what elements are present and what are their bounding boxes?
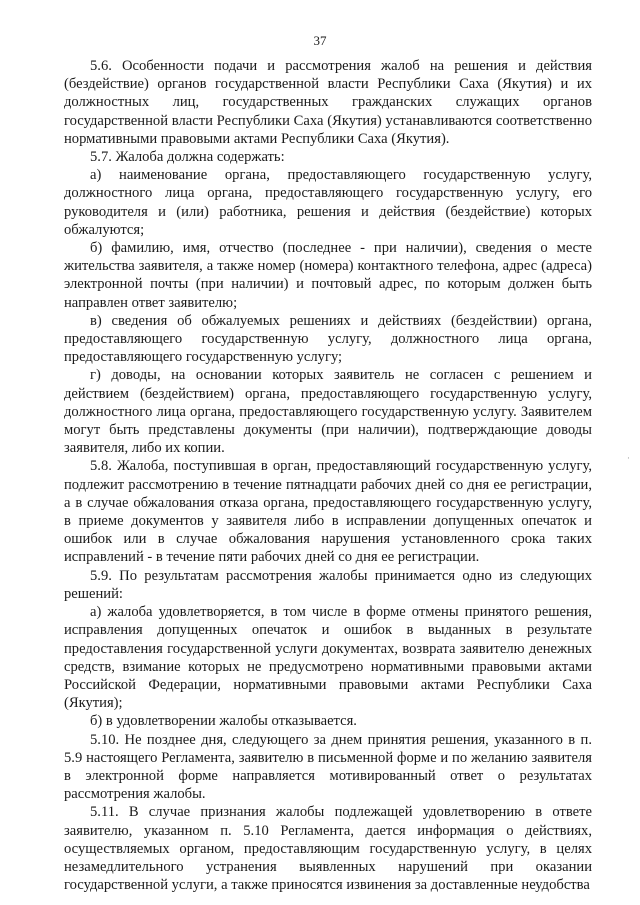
- paragraph-5-7-g: г) доводы, на основании которых заявитель не согласен с решением и действием (бездействием) органа, предоставляющего государственную услугу, должностного лица органа, предоставляющего государственную услугу. Заявителем могут быть представлены документы (при наличии), подтверждающие доводы заявителя, либо их копии.: [64, 367, 592, 457]
- paragraph-5-8: 5.8. Жалоба, поступившая в орган, предоставляющий государственную услугу, подлежит рассмотрению в течение пятнадцати рабочих дней со дня ее регистрации, а в случае обжалования отказа органа, предоставляющего государственную услугу, в приеме документов у заявителя либо в исправлении допущенных опечаток и ошибок или в случае обжалования нарушения установленного срока таких исправлений - в течение пяти рабочих дней со дня ее регистрации.: [64, 458, 592, 566]
- paragraph-5-11: 5.11. В случае признания жалобы подлежащей удовлетворению в ответе заявителю, указанном п. 5.10 Регламента, дается информация о действиях, осуществляемых органом, предоставляющим государственную услугу, в целях незамедлительного устранения выявленных нарушений при оказании государственной услуги, а также приносятся извинения за доставленные неудобства: [64, 804, 592, 894]
- paragraph-5-9: 5.9. По результатам рассмотрения жалобы принимается одно из следующих решений:: [64, 567, 592, 602]
- paragraph-5-7-b: б) фамилию, имя, отчество (последнее - при наличии), сведения о месте жительства заявителя, а также номер (номера) контактного телефона, адрес (адреса) электронной почты (при наличии) и почтовый адрес, по которым должен быть направлен ответ заявителю;: [64, 240, 592, 311]
- paragraph-5-6: 5.6. Особенности подачи и рассмотрения жалоб на решения и действия (бездействие) органов государственной власти Республики Саха (Якутия) и их должностных лиц, государственных гражданских служащих органов государственной власти Республики Саха (Якутия) устанавливаются соответственно нормативными правовыми актами Республики Саха (Якутия).: [64, 58, 592, 147]
- scan-margin-mark: ·: [627, 454, 630, 464]
- paragraph-5-7-v: в) сведения об обжалуемых решениях и действиях (бездействии) органа, предоставляющего государственную услугу, должностного лица органа, предоставляющего государственную услугу;: [64, 312, 592, 366]
- paragraph-5-10: 5.10. Не позднее дня, следующего за днем принятия решения, указанного в п. 5.9 настоящего Регламента, заявителю в письменной форме и по желанию заявителя в электронной форме направляется мотивированный ответ о результатах рассмотрения жалобы.: [64, 731, 592, 803]
- page-number: 37: [313, 33, 327, 48]
- paragraph-5-7: 5.7. Жалоба должна содержать:: [90, 149, 285, 166]
- paragraph-5-9-a: а) жалоба удовлетворяется, в том числе в форме отмены принятого решения, исправления допущенных опечаток и ошибок в выданных в результате предоставления государственной услуги документах, возврата заявителю денежных средств, взимание которых не предусмотрено нормативными правовыми актами Российской Федерации, нормативными правовыми актами Республики Саха (Якутия);: [64, 604, 592, 712]
- paragraph-5-9-b: б) в удовлетворении жалобы отказывается.: [90, 713, 357, 730]
- document-body: [64, 57, 592, 894]
- paragraph-5-7-a: а) наименование органа, предоставляющего государственную услугу, должностного лица органа, предоставляющего государственную услугу, его руководителя и (или) работника, решения и действия (бездействие) которых обжалуются;: [64, 167, 592, 238]
